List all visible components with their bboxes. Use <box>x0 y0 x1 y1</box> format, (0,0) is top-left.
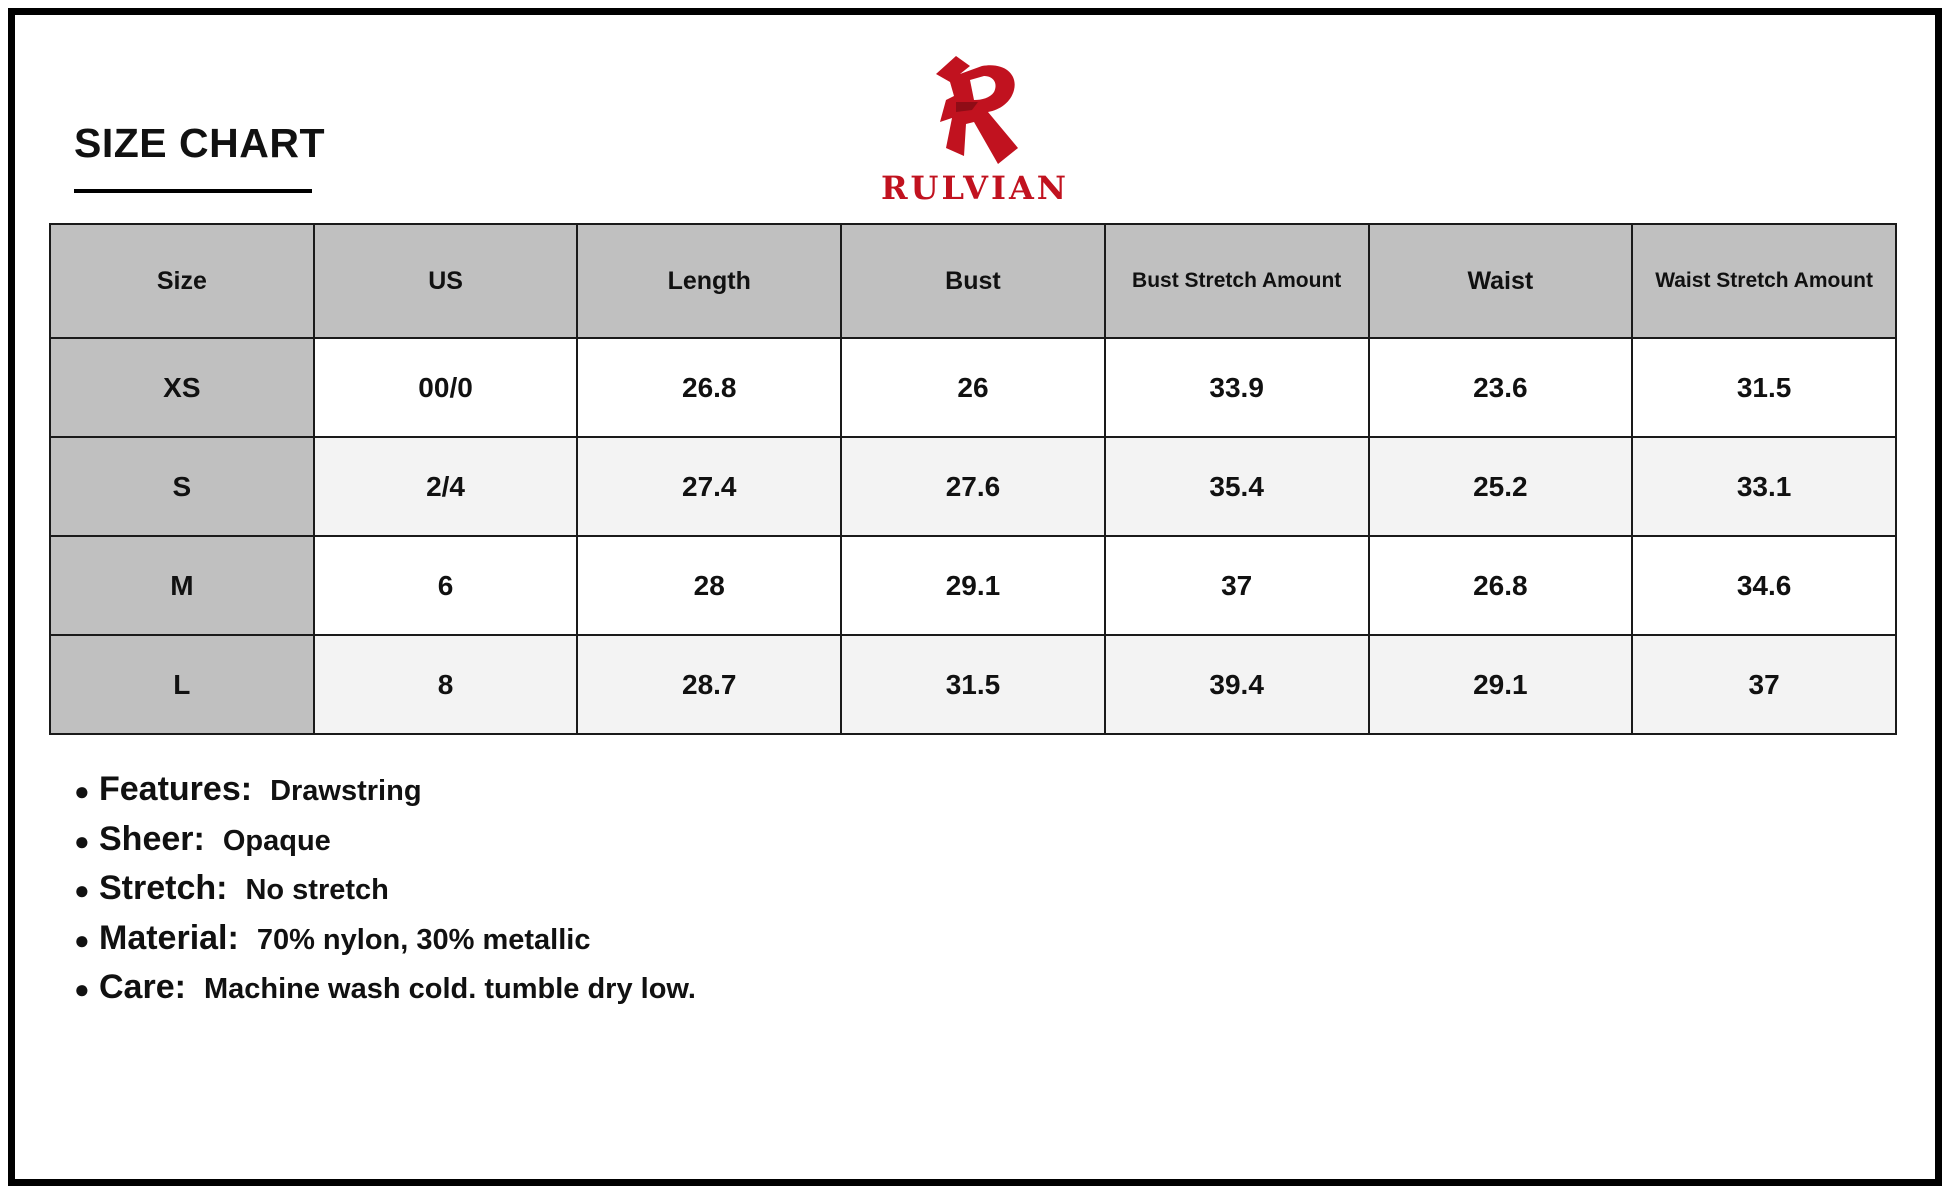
size-chart-table <box>49 223 1897 735</box>
cell-bust: 26 <box>841 338 1105 437</box>
bullet-icon: ● <box>74 776 90 806</box>
header-waist-stretch: Waist Stretch Amount <box>1632 224 1896 338</box>
feature-label: Stretch: <box>99 869 228 907</box>
cell-waist-stretch: 33.1 <box>1632 437 1896 536</box>
feature-value: Machine wash cold. tumble dry low. <box>203 973 696 1005</box>
cell-size: M <box>50 536 314 635</box>
feature-label: Features: <box>99 770 253 808</box>
feature-label: Material: <box>99 918 239 957</box>
cell-length: 26.8 <box>577 338 841 437</box>
cell-waist-stretch: 31.5 <box>1632 338 1896 437</box>
features-list <box>74 770 696 1018</box>
cell-bust: 31.5 <box>841 635 1105 734</box>
cell-size: XS <box>50 338 314 437</box>
cell-us: 6 <box>314 536 578 635</box>
cell-waist: 26.8 <box>1369 536 1633 635</box>
cell-length: 28 <box>577 536 841 635</box>
title-underline <box>74 189 312 193</box>
bullet-icon: ● <box>74 875 90 905</box>
header-length: Length <box>577 224 841 338</box>
feature-value: 70% nylon, 30% metallic <box>256 923 591 956</box>
cell-us: 2/4 <box>314 437 578 536</box>
cell-length: 28.7 <box>577 635 841 734</box>
cell-waist: 25.2 <box>1369 437 1633 536</box>
list-item <box>74 770 696 820</box>
header-bust: Bust <box>841 224 1105 338</box>
cell-waist: 23.6 <box>1369 338 1633 437</box>
table-row <box>50 635 1896 734</box>
header-us: US <box>314 224 578 338</box>
cell-us: 00/0 <box>314 338 578 437</box>
cell-waist-stretch: 34.6 <box>1632 536 1896 635</box>
bullet-icon: ● <box>74 924 90 955</box>
cell-length: 27.4 <box>577 437 841 536</box>
table-row <box>50 536 1896 635</box>
cell-bust-stretch: 33.9 <box>1105 338 1369 437</box>
cell-bust-stretch: 39.4 <box>1105 635 1369 734</box>
list-item <box>74 968 696 1018</box>
feature-label: Sheer: <box>99 819 205 858</box>
cell-bust: 29.1 <box>841 536 1105 635</box>
table-row <box>50 437 1896 536</box>
brand-logo <box>872 52 1078 212</box>
bullet-icon: ● <box>74 825 90 856</box>
list-item <box>74 869 696 919</box>
list-item <box>74 919 696 969</box>
table-header-row <box>50 224 1896 338</box>
cell-size: L <box>50 635 314 734</box>
cell-bust-stretch: 35.4 <box>1105 437 1369 536</box>
cell-size: S <box>50 437 314 536</box>
rulvian-r-logo-icon <box>926 52 1026 164</box>
list-item <box>74 820 696 870</box>
header-size: Size <box>50 224 314 338</box>
feature-label: Care: <box>99 968 186 1006</box>
feature-value: Opaque <box>222 824 331 857</box>
feature-value: Drawstring <box>270 775 422 807</box>
header-bust-stretch: Bust Stretch Amount <box>1105 224 1369 338</box>
page-title: SIZE CHART <box>74 120 325 166</box>
bullet-icon: ● <box>74 974 90 1004</box>
cell-us: 8 <box>314 635 578 734</box>
cell-bust-stretch: 37 <box>1105 536 1369 635</box>
feature-value: No stretch <box>245 874 389 906</box>
header-waist: Waist <box>1369 224 1633 338</box>
cell-bust: 27.6 <box>841 437 1105 536</box>
cell-waist: 29.1 <box>1369 635 1633 734</box>
table-row <box>50 338 1896 437</box>
brand-name: RULVIAN <box>880 169 1070 207</box>
cell-waist-stretch: 37 <box>1632 635 1896 734</box>
